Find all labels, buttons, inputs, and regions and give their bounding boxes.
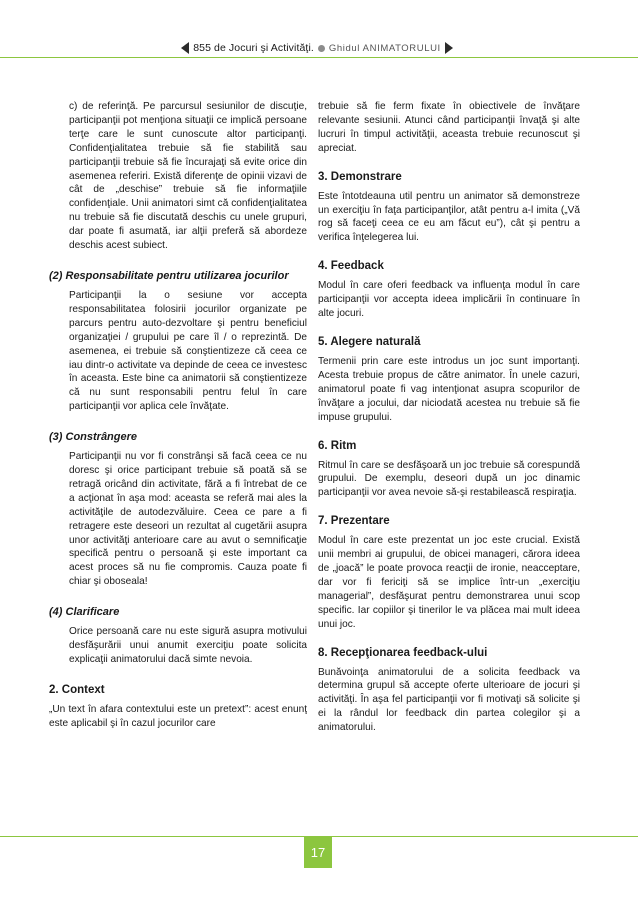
- paragraph-constrangere: Participanţii nu vor fi constrânşi să facă ceea ce nu doresc şi orice participant trebuie să poată să se retragă oricând din activitate, fără a fi întrebat de ce a acţionat în aşa mod: aceasta se referă mai ales la activităţile de autodezvăluire. Ceea ce pare a fi retragere este deseori un rezultat al cugetării asupra unor activităţi anterioare care au avut o semnificaţie specifică pentru o persoană şi este important ca acest proces să nu fie compromis. Cauza poate fi chiar şi oboseala!: [69, 451, 307, 588]
- paragraph-demonstrare: Este întotdeauna util pentru un animator să demonstreze un exerciţiu în faţa participanţilor, atât pentru a-l imita („Vă rog să faceţi ceea ce eu am făcut eu”), cât şi pentru a verifica înţelegerea lui.: [318, 190, 580, 244]
- heading-alegere: 5. Alegere naturală: [318, 335, 421, 348]
- heading-clarificare: (4) Clarificare: [49, 606, 120, 619]
- arrow-left-icon: [181, 42, 189, 54]
- paragraph-alegere: Termenii prin care este introdus un joc sunt importanţi. Acesta trebuie propus de către animator. În unele cazuri, animatorul poate fi vag intenţionat asupra scopurilor de învăţare a jocului, dar niciodată acestea nu trebuie să fie impuse grupului.: [318, 355, 580, 423]
- header-rule: [0, 57, 638, 58]
- heading-receptionare: 8. Recepţionarea feedback-ului: [318, 646, 488, 659]
- heading-responsabilitate: (2) Responsabilitate pentru utilizarea jocurilor: [49, 269, 289, 282]
- arrow-right-icon: [445, 42, 453, 54]
- heading-constrangere: (3) Constrângere: [49, 431, 138, 444]
- heading-ritm: 6. Ritm: [318, 439, 357, 452]
- paragraph-responsabilitate: Participanţii la o sesiune vor accepta responsabilitatea folosirii jocurilor organizate pe parcurs pentru auto-dezvoltare şi pentru beneficiul organizaţiei / grupului pe care îl / o reprezintă. De asemenea, ei trebuie să conştientizeze că ceea ce iau dintr-o activitate va depinde de ceea ce investesc în aceasta. Este bine ca animatorii să conştientizeze că nu sunt responsabili pentru felul în care participanţii vor aplica cele învăţate.: [69, 289, 307, 413]
- left-column: [49, 100, 307, 731]
- paragraph-context: „Un text în afara contextului este un pretext”: acest enunţ este aplicabil şi în cazul jocurilor care: [49, 703, 307, 729]
- paragraph-clarificare: Orice persoană care nu este sigură asupra motivului desfăşurării unui anumit exerciţiu poate solicita explicaţii animatorului dacă simte nevoia.: [69, 626, 307, 665]
- heading-demonstrare: 3. Demonstrare: [318, 170, 402, 183]
- book-subtitle: Ghidul ANIMATORULUI: [328, 42, 441, 54]
- heading-context: 2. Context: [49, 683, 105, 696]
- heading-feedback: 4. Feedback: [318, 260, 384, 273]
- page-number: 17: [304, 836, 332, 868]
- book-title: 855 de Jocuri şi Activităţi.: [193, 42, 314, 54]
- paragraph-prezentare: Modul în care este prezentat un joc este crucial. Există unii membri ai grupului, de obicei manageri, cărora ideea de „joacă” le poate provoca reacţii de ironie, neacceptare, dar vor fi fericiţi să se implice într-un „exerciţiu managerial”, desfăşurat pentru demonstrarea unui scop specific. Iar copiilor şi tinerilor le va plăcea mai mult ideea unui joc.: [318, 535, 580, 630]
- right-column: [318, 100, 580, 735]
- running-header: [173, 39, 461, 57]
- paragraph-referinta: c) de referinţă. Pe parcursul sesiunilor de discuţie, participanţii pot menţiona situaţii ce implică persoane terţe care le sunt cunoscute altor participanţi. Confidenţialitatea trebuie să fie stabilită sau participanţii trebuie să fie încurajaţi să evite orice din asemenea referiri. Există diferenţe de opinii vizavi de cât de „deschise” trebuie să fie informaţiile confidenţiale. Unii animatori simt că confidenţialitatea nu trebuie să fie discutată deschis cu unele grupuri, dar poate fi asumată, iar alţii preferă să abordeze deschis acest subiect.: [69, 101, 307, 252]
- paragraph-feedback: Modul în care oferi feedback va influenţa modul în care participanţii vor accepta ideea implicării în continuare în alte jocuri.: [318, 280, 580, 320]
- paragraph-receptionare: Bunăvoinţa animatorului de a solicita feedback va determina grupul să accepte oferte ulterioare de jocuri şi activităţi. În aşa fel participanţii vor fi motivaţi să solicite şi ei la rândul lor feedback din partea colegilor şi a animatorului.: [318, 666, 580, 734]
- paragraph-ritm: Ritmul în care se desfăşoară un joc trebuie să corespundă grupului. De exemplu, deseori după un joc dinamic participanţii vor avea nevoie să-şi restabilească respiraţia.: [318, 459, 580, 499]
- paragraph-continuation: trebuie să fie ferm fixate în obiectivele de învăţare relevante sesiunii. Atunci când participanţii învaţă şi alte lucruri în timpul activităţii, aceasta trebuie recunoscut şi apreciat.: [318, 101, 580, 154]
- bullet-dot-icon: [318, 45, 325, 52]
- heading-prezentare: 7. Prezentare: [318, 515, 390, 528]
